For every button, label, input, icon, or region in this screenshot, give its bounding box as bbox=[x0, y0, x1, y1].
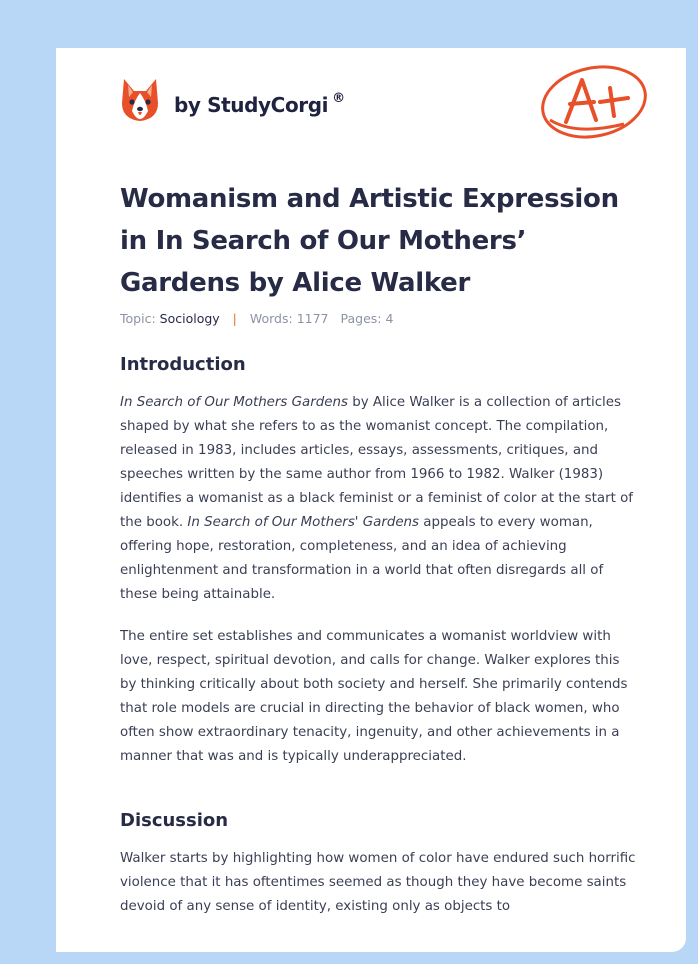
words-label: Words: bbox=[249, 311, 293, 326]
corgi-icon bbox=[120, 77, 160, 123]
meta-divider: | bbox=[232, 311, 237, 326]
intro-paragraph-2: The entire set establishes and communicates a womanist worldview with love, respect, spiritual devotion, and calls for change. Walker explores this by thinking critically about both society and herself. She primarily contends that role models are crucial in directing the behavior of black women, who often show extraordinary tenacity, ingenuity, and other achievements in a manner that was and is typically underappreciated. bbox=[120, 629, 628, 764]
pages-value: 4 bbox=[385, 311, 394, 326]
grade-a-plus-icon bbox=[536, 58, 652, 146]
discussion-heading: Discussion bbox=[120, 810, 229, 831]
book-title-italic: In Search of Our Mothers Gardens bbox=[120, 395, 348, 410]
article-meta bbox=[120, 311, 393, 326]
brand-name: by StudyCorgi ® bbox=[174, 91, 345, 117]
words-value: 1177 bbox=[296, 311, 329, 326]
page-title: Womanism and Artistic Expression in In Search of Our Mothers’ Gardens by Alice Walker bbox=[120, 184, 619, 298]
topic-value[interactable]: Sociology bbox=[159, 311, 220, 326]
intro-paragraph-1 bbox=[120, 391, 636, 607]
discussion-paragraph-1: Walker starts by highlighting how women of color have endured such horrific violence that it has oftentimes seemed as though they have become saints devoid of any sense of identity, existing only as objects to bbox=[120, 851, 636, 914]
intro-text-1: by Alice Walker is a collection of articles shaped by what she refers to as the womanist concept. The compilation, released in 1983, includes articles, essays, assessments, critiques, and speeches written by the same author from 1966 to 1982. Walker (1983) identifies a womanist as a black feminist or a feminist of color at the start of the book. bbox=[120, 395, 633, 530]
document-page bbox=[56, 48, 686, 952]
studycorgi-logo[interactable] bbox=[120, 76, 345, 124]
introduction-heading: Introduction bbox=[120, 354, 246, 375]
topic-label: Topic: bbox=[120, 311, 156, 326]
pages-label: Pages: bbox=[340, 311, 382, 326]
intro-text-2: appeals to every woman, offering hope, restoration, completeness, and an idea of achieving enlightenment and transformation in a world that often disregards all of these being attainable. bbox=[120, 515, 604, 602]
book-title-italic-2: In Search of Our Mothers' Gardens bbox=[187, 515, 420, 530]
